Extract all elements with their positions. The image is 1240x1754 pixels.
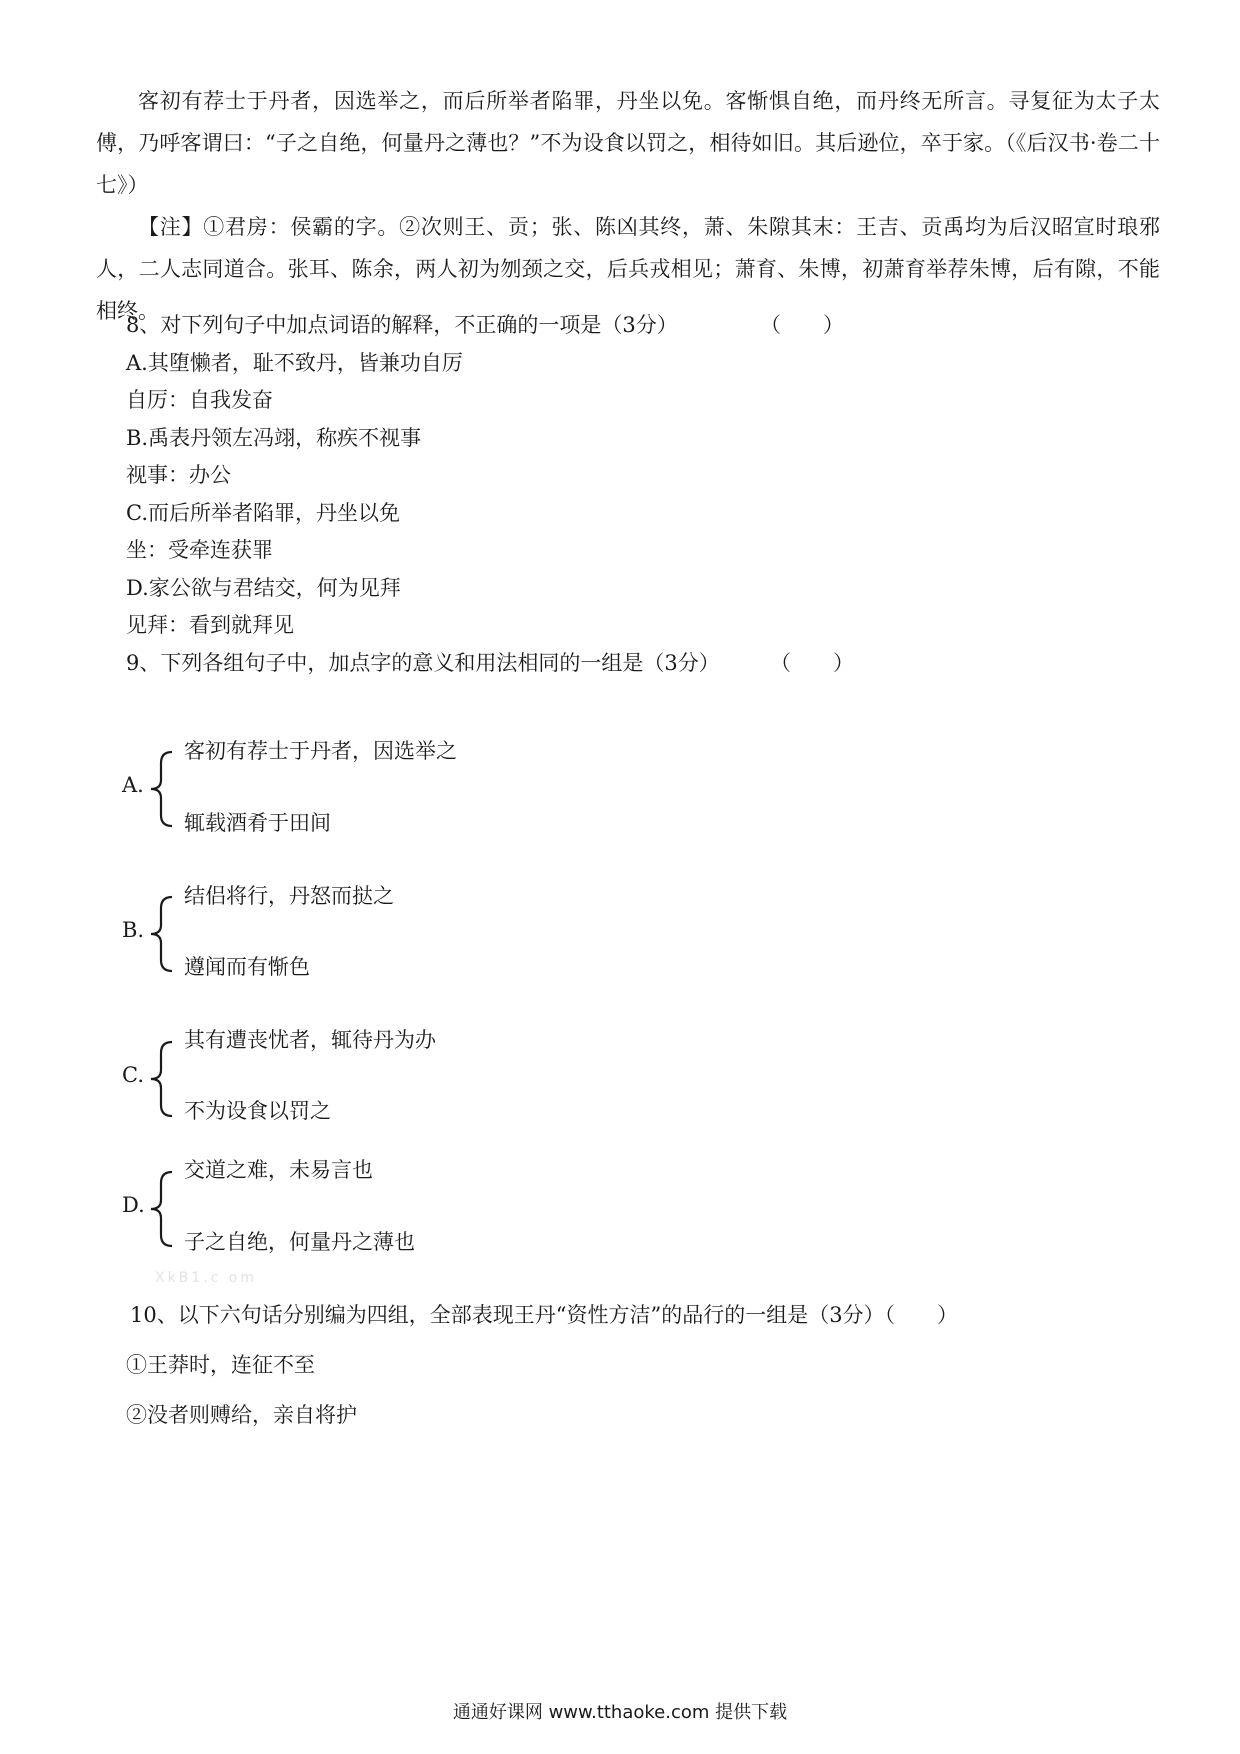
page-footer: 通通好课网 www.tthaoke.com 提供下载 xyxy=(452,1702,788,1723)
q8-stem: 8、对下列句子中加点词语的解释，不正确的一项是（3分） xyxy=(126,313,678,337)
q8-option-a-explain: 自厉：自我发奋 xyxy=(126,388,273,412)
q8-option-a: A.其堕懒者，耻不致丹，皆兼功自厉 xyxy=(126,351,463,375)
watermark-text: XkB1.c om xyxy=(155,1270,258,1286)
q9-group-d-label: D. xyxy=(122,1193,145,1217)
q10-item-1: ①王莽时，连征不至 xyxy=(126,1353,315,1377)
q9-answer-paren: （ ） xyxy=(770,651,854,675)
q9-group-c-second: 不为设食以罚之 xyxy=(184,1099,331,1123)
q9-group-a-label: A. xyxy=(122,773,144,797)
q9-group-b-second: 遵闻而有惭色 xyxy=(184,955,310,979)
q10-item-2: ②没者则赙给，亲自将护 xyxy=(126,1403,357,1427)
q8-option-b: B.禹表丹领左冯翊，称疾不视事 xyxy=(126,426,422,450)
brace-icon xyxy=(148,893,178,975)
q8-option-c: C.而后所举者陷罪，丹坐以免 xyxy=(126,501,400,525)
brace-icon xyxy=(148,748,178,830)
q8-option-b-explain: 视事：办公 xyxy=(126,463,231,487)
q9-group-d-second: 子之自绝，何量丹之薄也 xyxy=(184,1230,415,1254)
q9-stem: 9、下列各组句子中，加点字的意义和用法相同的一组是（3分） xyxy=(126,651,720,675)
q8-option-d-explain: 见拜：看到就拜见 xyxy=(126,613,294,637)
brace-icon xyxy=(148,1038,178,1120)
q9-group-d-first: 交道之难，未易言也 xyxy=(184,1158,373,1182)
q8-answer-paren: （ ） xyxy=(760,313,844,337)
q9-group-a-second: 辄载酒肴于田间 xyxy=(184,811,331,835)
q8-option-d: D.家公欲与君结交，何为见拜 xyxy=(126,576,401,600)
q10-stem: 10、以下六句话分别编为四组，全部表现王丹“资性方洁”的品行的一组是（3分）（ ） xyxy=(130,1303,959,1327)
q9-group-b-label: B. xyxy=(122,918,145,942)
q9-group-b-first: 结侣将行，丹怒而挞之 xyxy=(184,884,394,908)
q9-group-c-label: C. xyxy=(122,1063,144,1087)
q9-group-a-first: 客初有荐士于丹者，因选举之 xyxy=(184,739,457,763)
brace-icon xyxy=(148,1168,178,1250)
q9-group-c-first: 其有遭丧忧者，辄待丹为办 xyxy=(184,1028,436,1052)
annotation-note: 【注】①君房：侯霸的字。②次则王、贡；张、陈凶其终，萧、朱隙其末：王吉、贡禹均为后汉昭宣时琅邪人，二人志同道合。张耳、陈余，两人初为刎颈之交，后兵戎相见；萧育、朱博，初萧育举荐朱博，后有隙，不能相终。 xyxy=(96,215,1160,323)
passage-paragraph: 客初有荐士于丹者，因选举之，而后所举者陷罪，丹坐以免。客惭惧自绝，而丹终无所言。寻复征为太子太傅，乃呼客谓曰：“子之自绝，何量丹之薄也？”不为设食以罚之，相待如旧。其后逊位，卒于家。（《后汉书·卷二十七》） xyxy=(96,89,1160,197)
q8-option-c-explain: 坐：受牵连获罪 xyxy=(126,538,273,562)
